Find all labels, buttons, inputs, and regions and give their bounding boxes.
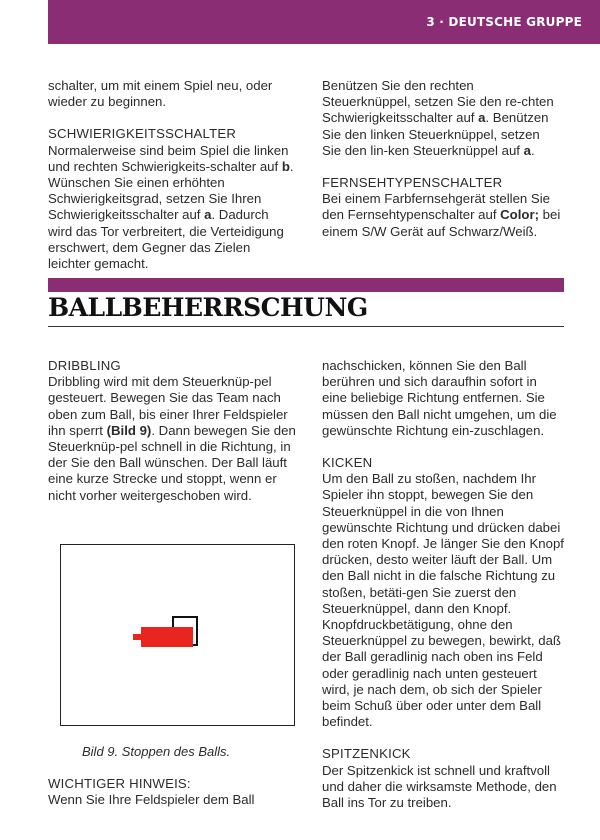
figure-9 xyxy=(60,544,295,726)
title-rule xyxy=(48,326,564,327)
difficulty-paragraph: Normalerweise sind beim Spiel die linken und rechten Schwierigkeits-schalter auf b. Wünschen Sie einen erhöhten Schwierigkeitsgrad, setzen Sie Ihren Schwierigkeitsschalter auf a. Dadurch wird das Tor verbreitert, die Verteidigung erschwert, dem Gegner das Zielen leichter gemacht. xyxy=(48,142,294,272)
tv-paragraph: Bei einem Farbfernsehgerät stellen Sie den Fernsehtypenschalter auf Color; bei einem S/W Gerät auf Schwarz/Weiß. xyxy=(322,191,561,239)
kick-paragraph: Um den Ball zu stoßen, nachdem Ihr Spieler ihn stoppt, bewegen Sie den Steuerknüppel in die von Ihnen gewünschte Richtung und drücken dabei den roten Knopf. Je länger Sie den Knopf drücken, desto weiter läuft der Ball. Um den Ball nicht in die falsche Richtung zu stoßen, betäti-gen Sie zuerst den Steuerknüppel, dann den Knopf. Knopfdruckbetätigung, ohne den Steuerknüppel zu bewegen, bewirkt, daß der Ball geradlinig nach oben ins Feld oder geradlinig nach unten gesteuert wird, je nach dem, ob sich der Spieler beim Schuß über oder unter dem Ball befindet. xyxy=(322,471,564,730)
ball-stop-illustration xyxy=(61,545,293,724)
dribbling-paragraph: Dribbling wird mit dem Steuerknüp-pel gesteuert. Bewegen Sie das Team nach oben zum Ball, bis einer Ihrer Feldspieler ihn sperrt (Bild 9). Dann bewegen Sie den Steuerknüp-pel schnell in die Richtung, in der Sie den Ball wünschen. Der Ball läuft eine kurze Strecke und stoppt, wenn er nicht vorher weitergeschoben wird. xyxy=(48,374,296,503)
spitzenkick-heading: SPITZENKICK xyxy=(322,746,411,762)
figure-caption: Bild 9. Stoppen des Balls. xyxy=(82,744,231,759)
note-heading: WICHTIGER HINWEIS: xyxy=(48,776,191,791)
spitzenkick-paragraph: Der Spitzenkick ist schnell und kraftvoll und daher die wirksamste Methode, den Ball ins Tor zu treiben. xyxy=(322,762,557,811)
continuation-paragraph: nachschicken, können Sie den Ball berühren und sich daraufhin sofort in eine beliebige Richtung entfernen. Sie müssen den Ball nicht umgehen, um die gewünschte Richtung ein-zuschlagen. xyxy=(322,358,557,438)
player-arm xyxy=(133,634,143,640)
top-left-column xyxy=(48,78,296,272)
intro-text: schalter, um mit einem Spiel neu, oder wieder zu beginnen. xyxy=(48,78,273,110)
kick-heading: KICKEN xyxy=(322,455,373,471)
top-right-column xyxy=(322,78,562,240)
player-block xyxy=(141,627,193,647)
section-title: BALLBEHERRSCHUNG xyxy=(48,293,368,322)
note-text: Wenn Sie Ihre Feldspieler dem Ball xyxy=(48,792,255,808)
note-block xyxy=(48,776,298,808)
header-bar xyxy=(48,0,600,44)
bottom-left-column xyxy=(48,358,298,504)
section-label: 3 · DEUTSCHE GRUPPE xyxy=(426,15,582,29)
tv-heading: FERNSEHTYPENSCHALTER xyxy=(322,175,503,191)
difficulty-heading: SCHWIERIGKEITSSCHALTER xyxy=(48,126,237,142)
joystick-paragraph: Benützen Sie den rechten Steuerknüppel, setzen Sie den re-chten Schwierigkeitsschalter auf a. Benützen Sie den linken Steuerknüppel, setzen Sie den lin-ken Steuerknüppel auf a. xyxy=(322,78,554,158)
bottom-right-column xyxy=(322,358,564,811)
section-stripe xyxy=(48,278,564,292)
dribbling-heading: DRIBBLING xyxy=(48,358,121,373)
